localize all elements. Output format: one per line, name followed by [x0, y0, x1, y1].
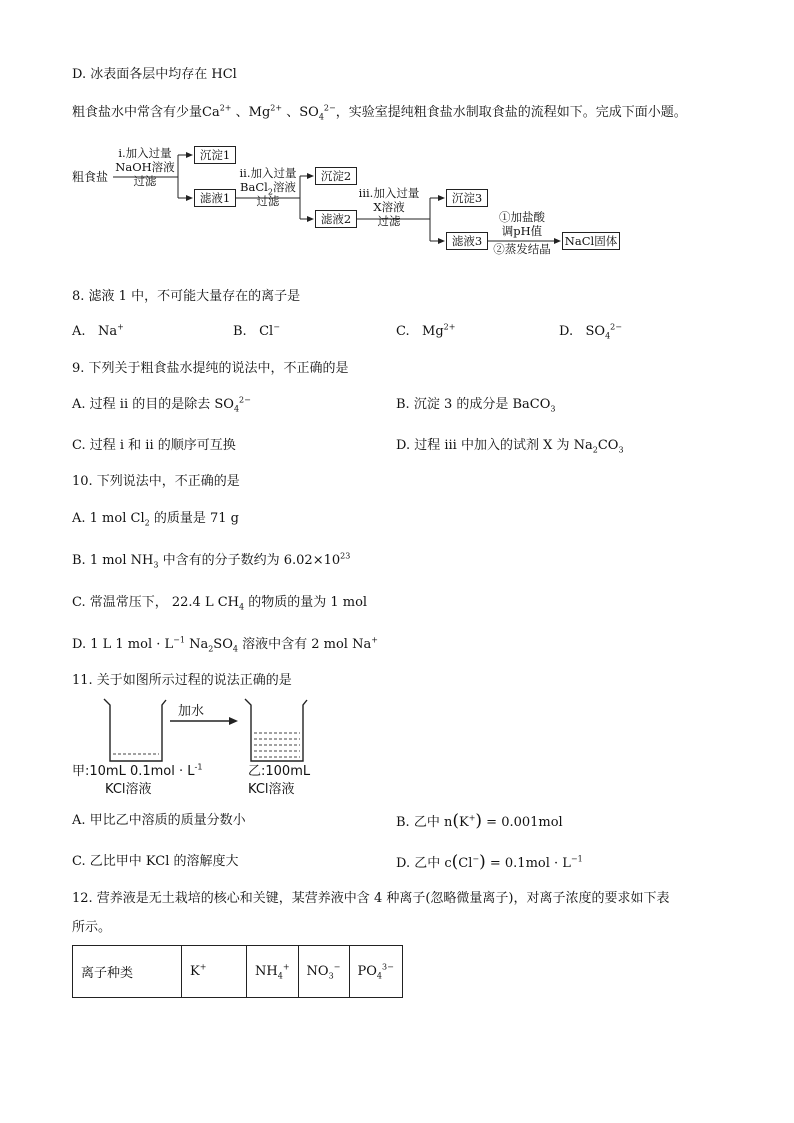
box-product: NaCl固体	[562, 232, 620, 250]
q10-option-c[interactable]: C. 常温常压下， 22.4 L $CH_4$ 的物质的量为 1 mol	[72, 595, 368, 612]
box-precipitate-1: 沉淀1	[194, 146, 236, 164]
q9-option-b[interactable]: B. 沉淀 3 的成分是 BaCO$_3$	[396, 397, 556, 414]
q11-option-b[interactable]: B. 乙中 n(K+) = 0.001mol	[396, 811, 563, 831]
ion-mg: $Mg^{2+}$	[248, 103, 283, 120]
intro-paragraph: 粗食盐水中常含有少量$Ca^{2+}$ 、$Mg^{2+}$ 、$SO_4^{2-}$，实验室提纯粗食盐水制取食盐的流程如下。完成下面小题。	[72, 103, 687, 122]
q12-stem-line2: 所示。	[72, 920, 112, 935]
q10-stem: 10. 下列说法中，不正确的是	[72, 474, 240, 489]
flow-start: 粗食盐	[72, 170, 109, 184]
ion-table	[72, 945, 403, 998]
q11-option-c[interactable]: C. 乙比甲中 KCl 的溶解度大	[72, 854, 239, 869]
flow-step1-label: i.加入过量 NaOH溶液 过滤	[115, 146, 175, 188]
table-cell-po4: $PO_4^{3-}$	[349, 946, 402, 998]
flow-step4-label: ①加盐酸 调pH值 ②蒸发结晶	[493, 210, 551, 256]
q9-option-a[interactable]: A. 过程 ii 的目的是除去 $SO_4^{2-}$	[72, 395, 251, 414]
q12-stem-line1: 12. 营养液是无土栽培的核心和关键，某营养液中含 4 种离子(忽略微量离子)，对离子浓度的要求如下表	[72, 891, 670, 906]
arrow-label-add-water: 加水	[178, 704, 205, 719]
q11-option-a[interactable]: A. 甲比乙中溶质的质量分数小	[72, 813, 246, 828]
q9-option-d[interactable]: D. 过程 iii 中加入的试剂 X 为 $Na_2CO_3$	[396, 438, 624, 455]
q7-option-d: D. 冰表面各层中均存在 HCl	[72, 67, 237, 82]
flow-step3-label: iii.加入过量 X溶液 过滤	[358, 186, 420, 228]
q8-option-d[interactable]: D. $SO_4^{2-}$	[559, 322, 622, 341]
table-header-ion-type: 离子种类	[73, 946, 182, 998]
q8-stem: 8. 滤液 1 中，不可能大量存在的离子是	[72, 289, 301, 304]
box-precipitate-2: 沉淀2	[315, 167, 357, 185]
label-yi-solution: KCl溶液	[248, 782, 295, 797]
table-cell-no3: $NO_3^-$	[298, 946, 349, 998]
q11-option-d[interactable]: D. 乙中 $c(Cl^-) = 0.1mol \cdot L^{-1}$	[396, 852, 583, 872]
q10-option-b[interactable]: B. 1 mol $NH_3$ 中含有的分子数约为 $6.02\times 10^{23}$	[72, 551, 351, 570]
q8-option-a[interactable]: A. Na+	[72, 322, 124, 339]
box-filtrate-2: 滤液2	[315, 210, 357, 228]
table-cell-nh4: $NH_4^+$	[247, 946, 299, 998]
q9-option-c[interactable]: C. 过程 i 和 ii 的顺序可互换	[72, 438, 236, 453]
table-row	[73, 946, 403, 998]
box-precipitate-3: 沉淀3	[446, 189, 488, 207]
intro-text: 粗食盐水中常含有少量	[72, 105, 203, 120]
label-jia-solution: KCl溶液	[105, 782, 152, 797]
label-yi: 乙:100mL	[248, 764, 311, 779]
box-filtrate-1: 滤液1	[194, 189, 236, 207]
q10-option-d[interactable]: D. 1 L 1 mol · $L^{-1}$ $Na_2SO_4$ 溶液中含有 2 mol Na+	[72, 635, 378, 654]
q8-option-c[interactable]: C. $Mg^{2+}$	[396, 322, 456, 339]
ion-so4: $SO_4^{2-}$	[299, 103, 336, 122]
q11-stem: 11. 关于如图所示过程的说法正确的是	[72, 673, 292, 688]
flow-step2-label: ii.加入过量 BaCl$_2$溶液 过滤	[239, 166, 297, 208]
q8-option-b[interactable]: B. Cl−	[233, 322, 280, 339]
q10-option-a[interactable]: A. 1 mol $Cl_2$ 的质量是 71 g	[72, 511, 239, 528]
ion-ca: $Ca^{2+}$	[202, 103, 232, 120]
box-filtrate-3: 滤液3	[446, 232, 488, 250]
label-jia: 甲:10mL $0.1mol \cdot L^{-1}$	[72, 762, 203, 779]
table-cell-k: K+	[182, 946, 247, 998]
q9-stem: 9. 下列关于粗食盐水提纯的说法中，不正确的是	[72, 361, 349, 376]
